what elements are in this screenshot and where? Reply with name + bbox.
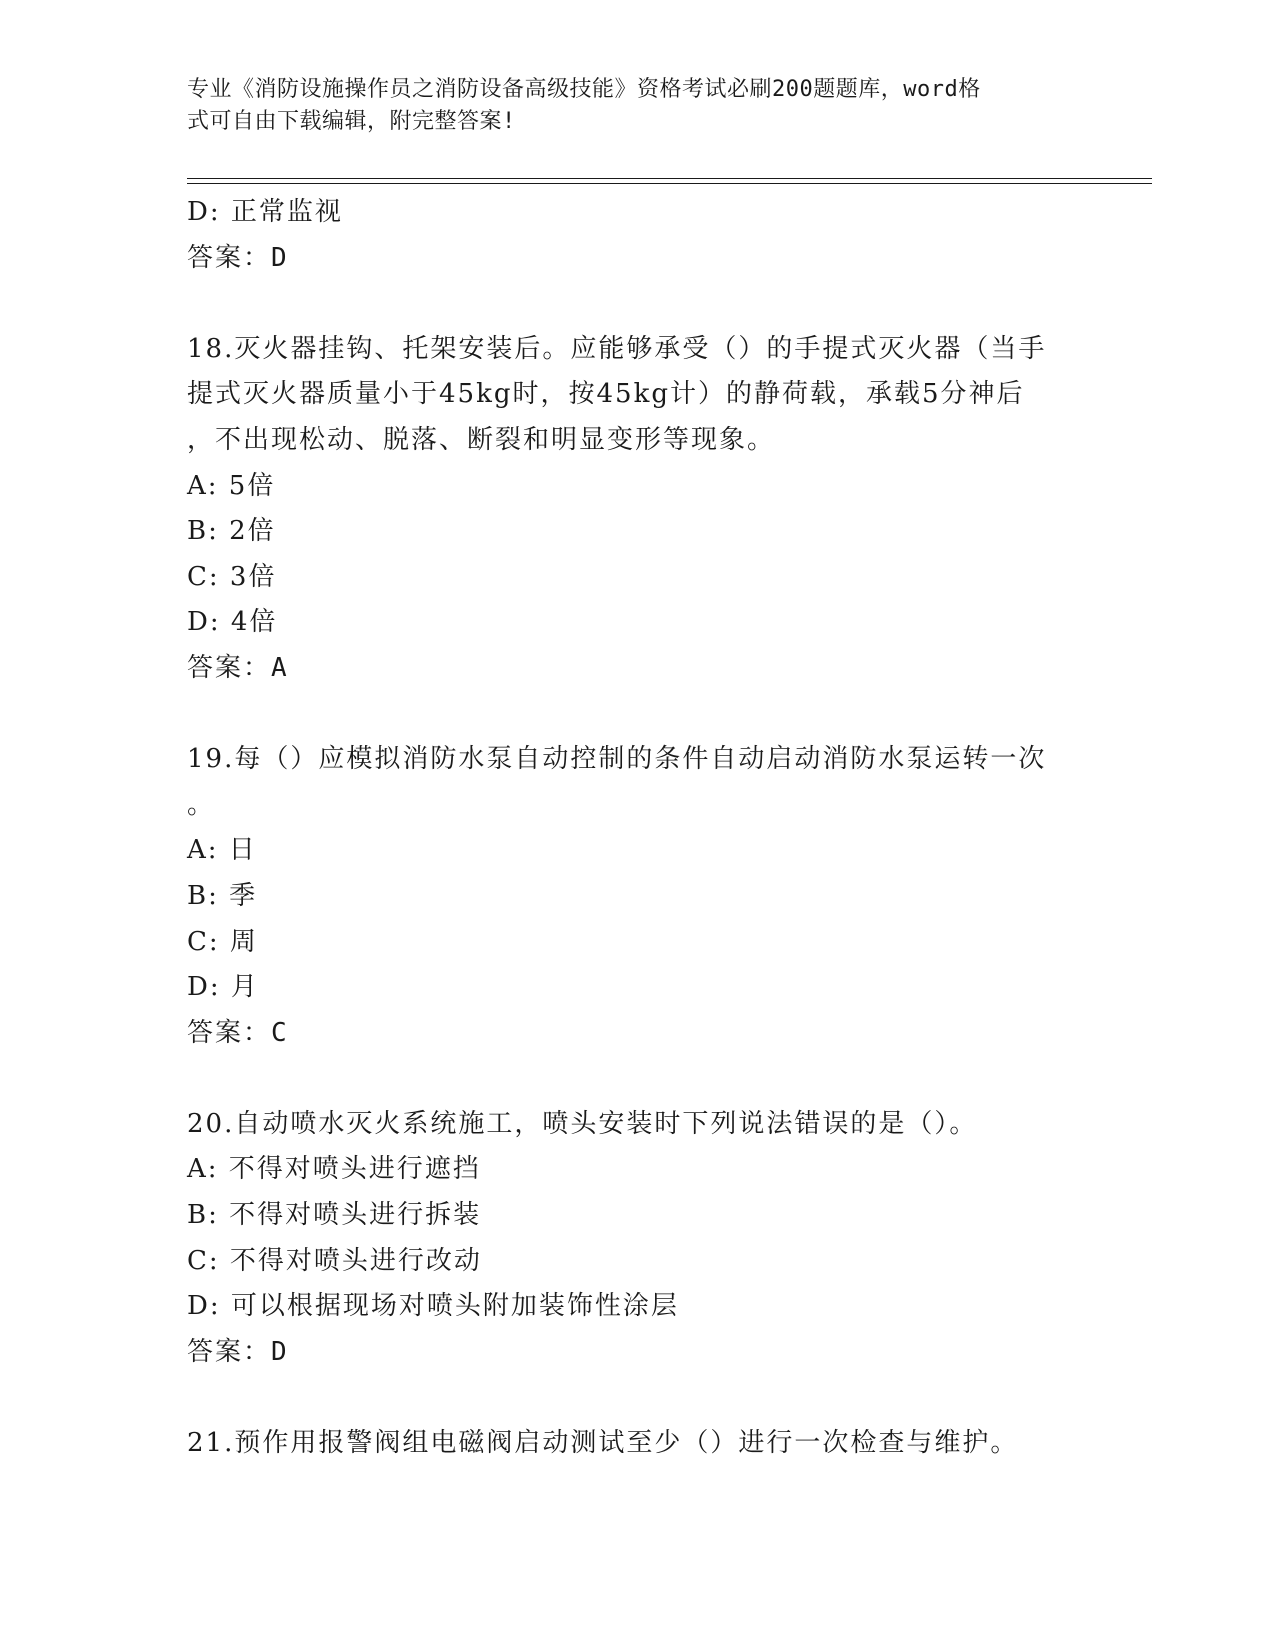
spacer	[187, 1056, 1087, 1102]
header-divider-top	[187, 178, 1152, 179]
option-d: D: 4倍	[187, 607, 278, 638]
question-stem-line: 提式灭火器质量小于45kg时，按45kg计）的静荷载，承载5分神后	[187, 379, 1025, 410]
question-stem-line: 21.预作用报警阀组电磁阀启动测试至少（）进行一次检查与维护。	[187, 1428, 1019, 1459]
answer: 答案：A	[187, 652, 289, 683]
document-header	[187, 74, 1087, 138]
option-d: D: 可以根据现场对喷头附加装饰性涂层	[187, 1291, 679, 1322]
option-b: B: 季	[187, 880, 258, 911]
question-stem-line: 。	[187, 789, 216, 820]
spacer	[187, 281, 1087, 327]
question-20	[187, 1102, 1087, 1376]
header-line-1: 专业《消防设施操作员之消防设备高级技能》资格考试必刷200题题库，word格	[187, 77, 981, 102]
header-divider-bottom	[187, 183, 1152, 184]
option-a: A: 不得对喷头进行遮挡	[187, 1154, 481, 1185]
option-b: B: 不得对喷头进行拆装	[187, 1200, 482, 1231]
question-21	[187, 1421, 1087, 1467]
question-list	[187, 190, 1087, 1467]
option-a: A: 5倍	[187, 470, 276, 501]
option-c: C: 3倍	[187, 561, 277, 592]
question-stem-line: 18.灭火器挂钩、托架安装后。应能够承受（）的手提式灭火器（当手	[187, 333, 1047, 364]
option-b: B: 2倍	[187, 516, 276, 547]
question-19	[187, 737, 1087, 1056]
prev-option-d: D: 正常监视	[187, 197, 343, 227]
option-c: C: 周	[187, 926, 258, 957]
prev-answer: 答案：D	[187, 242, 289, 273]
question-stem-line: ，不出现松动、脱落、断裂和明显变形等现象。	[187, 424, 776, 455]
option-c: C: 不得对喷头进行改动	[187, 1245, 482, 1276]
answer: 答案：D	[187, 1336, 289, 1367]
option-a: A: 日	[187, 835, 257, 866]
question-stem-line: 20.自动喷水灭火系统施工，喷头安装时下列说法错误的是（）。	[187, 1108, 978, 1139]
question-18	[187, 327, 1087, 692]
question-stem-line: 19.每（）应模拟消防水泵自动控制的条件自动启动消防水泵运转一次	[187, 744, 1047, 775]
header-line-2: 式可自由下载编辑，附完整答案!	[187, 109, 516, 134]
spacer	[187, 692, 1087, 738]
answer: 答案：C	[187, 1017, 289, 1048]
spacer	[187, 1375, 1087, 1421]
option-d: D: 月	[187, 972, 259, 1003]
